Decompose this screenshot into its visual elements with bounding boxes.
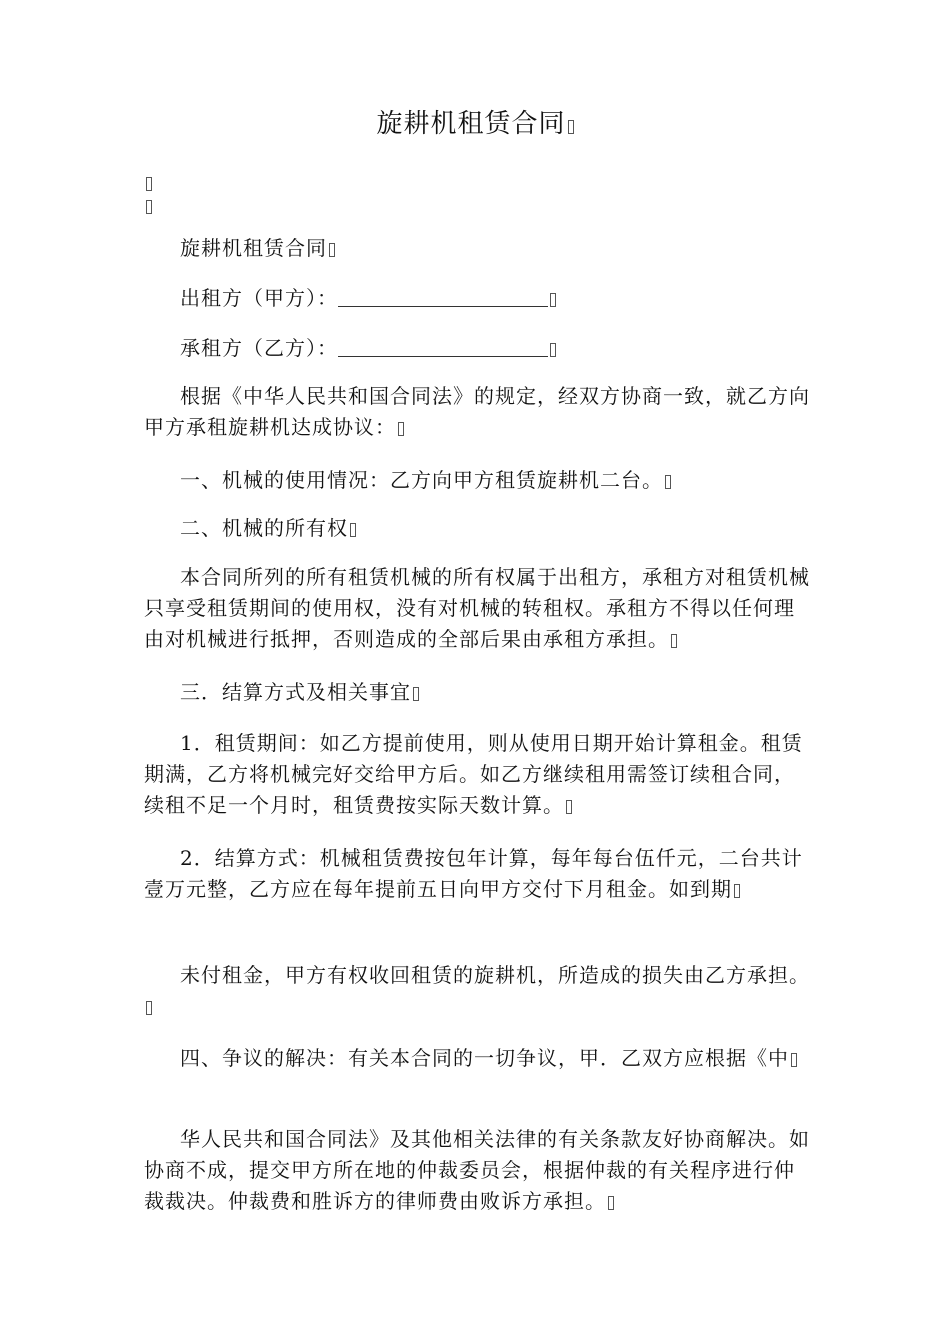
lessee-label: 承租方（乙方）：	[180, 336, 338, 360]
document-title	[0, 104, 950, 144]
lessor-line	[144, 283, 814, 314]
empty-paragraph	[144, 174, 152, 194]
paragraph-mark-icon	[568, 120, 574, 134]
preamble-paragraph: 根据《中华人民共和国合同法》的规定，经双方协商一致，就乙方向甲方承租旋耕机达成协议：	[144, 384, 810, 439]
clause-1: 一、机械的使用情况：乙方向甲方租赁旋耕机二台。	[144, 465, 814, 496]
paragraph-mark-icon	[550, 293, 556, 307]
paragraph-mark-icon	[413, 687, 419, 701]
title-text: 旋耕机租赁合同	[376, 109, 566, 139]
paragraph-mark-icon	[566, 800, 572, 814]
paragraph-mark-icon	[608, 1196, 614, 1210]
paragraph-mark-icon	[734, 884, 740, 898]
paragraph-mark-icon	[350, 523, 356, 537]
lessor-blank	[338, 286, 548, 307]
paragraph-mark-icon	[398, 422, 404, 436]
lessee-blank	[338, 336, 548, 357]
paragraph-mark-icon	[791, 1053, 797, 1067]
paragraph-mark-icon	[146, 177, 152, 191]
clause-3-item-2-continued: 未付租金，甲方有权收回租赁的旋耕机，所造成的损失由乙方承担。	[144, 960, 814, 1022]
clause-2-title: 二、机械的所有权	[144, 513, 814, 544]
clause-3-item-2: 2．结算方式：机械租赁费按包年计算，每年每台伍仟元，二台共计壹万元整，乙方应在每年提前五日向甲方交付下月租金。如到期	[144, 846, 803, 901]
clause-3-title: 三．结算方式及相关事宜	[144, 677, 814, 708]
clause-2-body: 本合同所列的所有租赁机械的所有权属于出租方，承租方对租赁机械只享受租赁期间的使用权，没有对机械的转租权。承租方不得以任何理由对机械进行抵押，否则造成的全部后果由承租方承担。	[144, 565, 810, 651]
clause-3-item-1: 1．租赁期间：如乙方提前使用，则从使用日期开始计算租金。租赁期满，乙方将机械完好交给甲方后。如乙方继续租用需签订续租合同，续租不足一个月时，租赁费按实际天数计算。	[144, 731, 803, 817]
paragraph-mark-icon	[329, 243, 335, 257]
paragraph-mark-icon	[146, 200, 152, 214]
lessee-line	[144, 333, 814, 364]
empty-paragraph	[144, 197, 152, 217]
clause-4-start: 四、争议的解决：有关本合同的一切争议，甲．乙双方应根据《中	[144, 1043, 814, 1074]
paragraph-mark-icon	[550, 343, 556, 357]
paragraph-mark-icon	[665, 475, 671, 489]
paragraph-mark-icon	[671, 634, 677, 648]
heading-repeat: 旋耕机租赁合同	[144, 233, 814, 264]
clause-4-continued: 华人民共和国合同法》及其他相关法律的有关条款友好协商解决。如协商不成，提交甲方所在地的仲裁委员会，根据仲裁的有关程序进行仲裁裁决。仲裁费和胜诉方的律师费由败诉方承担。	[144, 1127, 810, 1213]
paragraph-mark-icon	[146, 1001, 152, 1015]
lessor-label: 出租方（甲方）：	[180, 286, 338, 310]
